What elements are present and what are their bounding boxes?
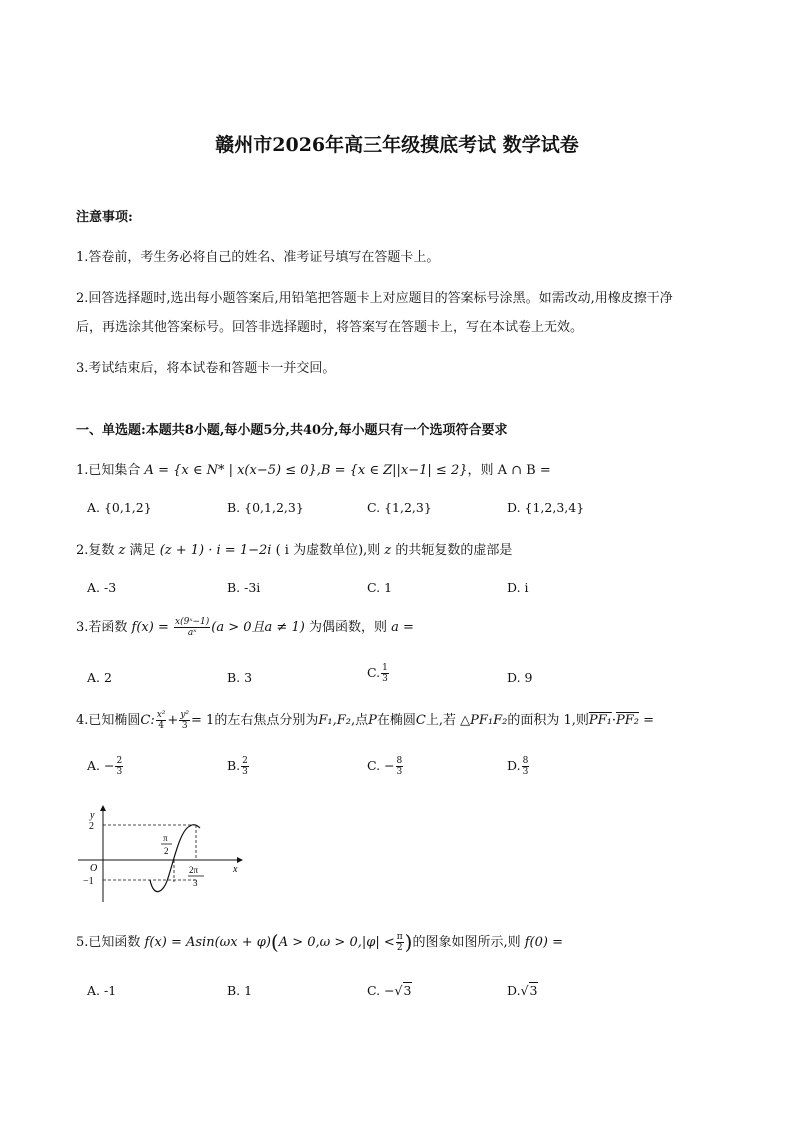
q3-option-c-frac bbox=[381, 663, 389, 684]
q1-set-b: ,B = {x ∈ Z||x−1| ≤ 2} bbox=[316, 463, 468, 478]
two-pi-third-num: 2π bbox=[189, 865, 199, 875]
q4-option-a[interactable] bbox=[87, 756, 124, 777]
q2-expr: (z + 1) · i = 1−2i bbox=[159, 543, 272, 558]
q4-opt-c-label: C. − bbox=[367, 758, 395, 773]
q2-option-a[interactable]: A. -3 bbox=[87, 580, 117, 595]
q4-opt-c-den: 3 bbox=[396, 767, 403, 777]
exam-title: 赣州市2026年高三年级摸底考试 数学试卷 bbox=[215, 134, 579, 156]
q4-opt-b-num: 2 bbox=[242, 756, 248, 766]
q5-ask: f(0) = bbox=[524, 935, 564, 950]
q4-opt-b-label: B. bbox=[227, 758, 241, 773]
q1-ask: ，则 A ∩ B = bbox=[467, 463, 551, 478]
notice-heading: 注意事项: bbox=[76, 210, 133, 225]
q4-frac-x bbox=[156, 710, 167, 731]
q4-text-f: 的面积为 1,则 bbox=[507, 713, 589, 728]
q3-option-c[interactable] bbox=[367, 663, 390, 684]
notice-item-2-line-2: 后，再选涂其他答案标号。回答非选择题时，将答案写在答题卡上，写在本试卷上无效。 bbox=[76, 320, 584, 335]
q4-dot: · bbox=[611, 713, 616, 728]
q4-opt-a-frac bbox=[115, 756, 123, 777]
q3-frac-den: aˣ bbox=[187, 628, 197, 638]
q1-number: 1.已知集合 bbox=[76, 463, 141, 478]
q4-frac-y bbox=[179, 710, 190, 731]
q3-cond: (a > 0且a ≠ 1) bbox=[211, 620, 305, 635]
q5-option-b[interactable]: B. 1 bbox=[227, 983, 253, 998]
q4-option-b[interactable] bbox=[227, 756, 250, 777]
q1-set-a: A = {x ∈ N* | x(x−5) ≤ 0} bbox=[144, 463, 317, 478]
q3-optc-den: 3 bbox=[382, 674, 388, 684]
notice-item-3: 3.考试结束后，将本试卷和答题卡一并交回。 bbox=[76, 361, 336, 376]
q4-option-c[interactable] bbox=[367, 756, 404, 777]
q2-text-b: 满足 bbox=[129, 543, 156, 558]
q5-two: 2 bbox=[396, 943, 403, 953]
notice-item-2-line-1: 2.回答选择题时,选出每小题答案后,用铅笔把答题卡上对应题目的答案标号涂黑。如需改动,用橡皮擦干净 bbox=[76, 291, 673, 306]
q2-var-z-2: z bbox=[384, 543, 392, 558]
y-axis-label: y bbox=[90, 810, 95, 821]
q5-opt-d-sqrt: 3 bbox=[529, 983, 538, 998]
q3-fx: f(x) = bbox=[131, 620, 169, 635]
q3-optc-num: 1 bbox=[382, 663, 388, 673]
sine-graph-figure bbox=[70, 800, 250, 905]
q4-text-b: 的左右焦点分别为 bbox=[214, 713, 319, 728]
q4-option-d[interactable] bbox=[507, 756, 530, 777]
q4-y2: y² bbox=[180, 710, 190, 720]
q4-opt-a-label: A. − bbox=[87, 758, 115, 773]
q4-text-a: 4.已知椭圆 bbox=[76, 713, 141, 728]
q3-option-a[interactable]: A. 2 bbox=[87, 670, 112, 685]
q4-d4: 4 bbox=[158, 721, 164, 731]
origin-label: O bbox=[90, 863, 98, 874]
q4-c: C: bbox=[140, 713, 155, 728]
x-axis-label: x bbox=[233, 864, 238, 875]
q3-option-d[interactable]: D. 9 bbox=[507, 670, 533, 685]
q4-eq: = 1 bbox=[191, 713, 215, 728]
q4-text-c: ,点 bbox=[350, 713, 369, 728]
question-4: 4.已知椭圆C: $\frac{\text{x²}}{4}$ + $\frac{\text{y²}}{3}$ = 1的左右焦点分别为F₁,F₂,点P在椭圆C上,若 △PF₁F₂的面积为 1,则PF₁·PF₂ = bbox=[76, 710, 655, 731]
q4-p: P bbox=[368, 713, 377, 728]
pi-half-num: π bbox=[163, 833, 168, 843]
q4-vec-1: PF₁ bbox=[588, 713, 612, 728]
q4-d3: 3 bbox=[181, 721, 188, 731]
q5-paren-close: ) bbox=[404, 930, 413, 954]
q5-pi: π bbox=[396, 932, 403, 942]
q5-paren-open: ( bbox=[270, 930, 279, 954]
q3-ask: a = bbox=[391, 620, 414, 635]
q4-foci: F₁,F₂ bbox=[318, 713, 351, 728]
q5-opt-d-label: D. bbox=[507, 983, 521, 998]
q4-opt-c-frac bbox=[396, 756, 404, 777]
q4-ask: = bbox=[643, 713, 655, 728]
q4-opt-b-den: 3 bbox=[242, 767, 248, 777]
two-pi-third-den: 3 bbox=[193, 878, 198, 888]
q3-fraction bbox=[174, 617, 210, 638]
q4-opt-d-label: D. bbox=[507, 758, 521, 773]
q3-option-b[interactable]: B. 3 bbox=[227, 670, 253, 685]
notice-item-1: 1.答卷前，考生务必将自己的姓名、准考证号填写在答题卡上。 bbox=[76, 250, 440, 265]
q5-opt-c-label: C. − bbox=[367, 983, 395, 998]
q4-opt-d-frac bbox=[522, 756, 530, 777]
q2-var-z: z bbox=[118, 543, 126, 558]
question-5 bbox=[76, 930, 563, 954]
q5-option-a[interactable]: A. -1 bbox=[87, 983, 117, 998]
q5-pi-frac bbox=[396, 932, 404, 953]
question-2 bbox=[76, 539, 512, 558]
q4-opt-b-frac bbox=[241, 756, 249, 777]
q5-opt-c-sqrt: 3 bbox=[403, 983, 412, 998]
q4-x2: x² bbox=[156, 710, 166, 720]
q4-opt-c-num: 8 bbox=[396, 756, 403, 766]
section-heading: 一、单选题:本题共8小题,每小题5分,共40分,每小题只有一个选项符合要求 bbox=[76, 423, 508, 438]
q2-option-d[interactable]: D. i bbox=[507, 580, 529, 595]
q2-option-b[interactable]: B. -3i bbox=[227, 580, 261, 595]
q3-frac-num: x(9ˣ−1) bbox=[175, 617, 210, 627]
q5-text-a: 5.已知函数 bbox=[76, 935, 141, 950]
pi-half-den: 2 bbox=[164, 846, 169, 856]
q5-text-b: 的图象如图所示,则 bbox=[412, 935, 521, 950]
q1-option-a[interactable]: A. {0,1,2} bbox=[87, 500, 152, 515]
q4-text-e: 上,若 bbox=[425, 713, 456, 728]
question-3 bbox=[76, 616, 414, 638]
q2-option-c[interactable]: C. 1 bbox=[367, 580, 393, 595]
q5-option-c[interactable]: C. −√3 bbox=[367, 983, 412, 998]
q5-cond: A > 0,ω > 0,|φ| < bbox=[278, 935, 395, 950]
q4-c2: C bbox=[415, 713, 426, 728]
q5-option-d[interactable]: D.√3 bbox=[507, 983, 538, 998]
q4-opt-d-num: 8 bbox=[522, 756, 529, 766]
question-1 bbox=[76, 459, 551, 478]
q2-text-d: 的共轭复数的虚部是 bbox=[395, 543, 513, 558]
q3-option-c-label: C. bbox=[367, 665, 381, 680]
q4-vec-2: PF₂ bbox=[615, 713, 639, 728]
q5-fx: f(x) = Asin(ωx + φ) bbox=[144, 935, 271, 950]
q2-text-c: ( i 为虚数单位),则 bbox=[275, 543, 381, 558]
q3-text-b: 为偶函数，则 bbox=[308, 620, 387, 635]
y-min-label: −1 bbox=[83, 876, 94, 887]
q4-triangle: △PF₁F₂ bbox=[460, 713, 508, 728]
q3-text-a: 3.若函数 bbox=[76, 620, 128, 635]
q1-option-c[interactable]: C. {1,2,3} bbox=[367, 500, 432, 515]
q4-text-d: 在椭圆 bbox=[376, 713, 416, 728]
q4-opt-a-num: 2 bbox=[116, 756, 123, 766]
q2-text-a: 2.复数 bbox=[76, 543, 115, 558]
q1-option-d[interactable]: D. {1,2,3,4} bbox=[507, 500, 585, 515]
q4-opt-a-den: 3 bbox=[116, 767, 123, 777]
q4-opt-d-den: 3 bbox=[522, 767, 529, 777]
y-max-label: 2 bbox=[89, 821, 94, 832]
q1-option-b[interactable]: B. {0,1,2,3} bbox=[227, 500, 304, 515]
